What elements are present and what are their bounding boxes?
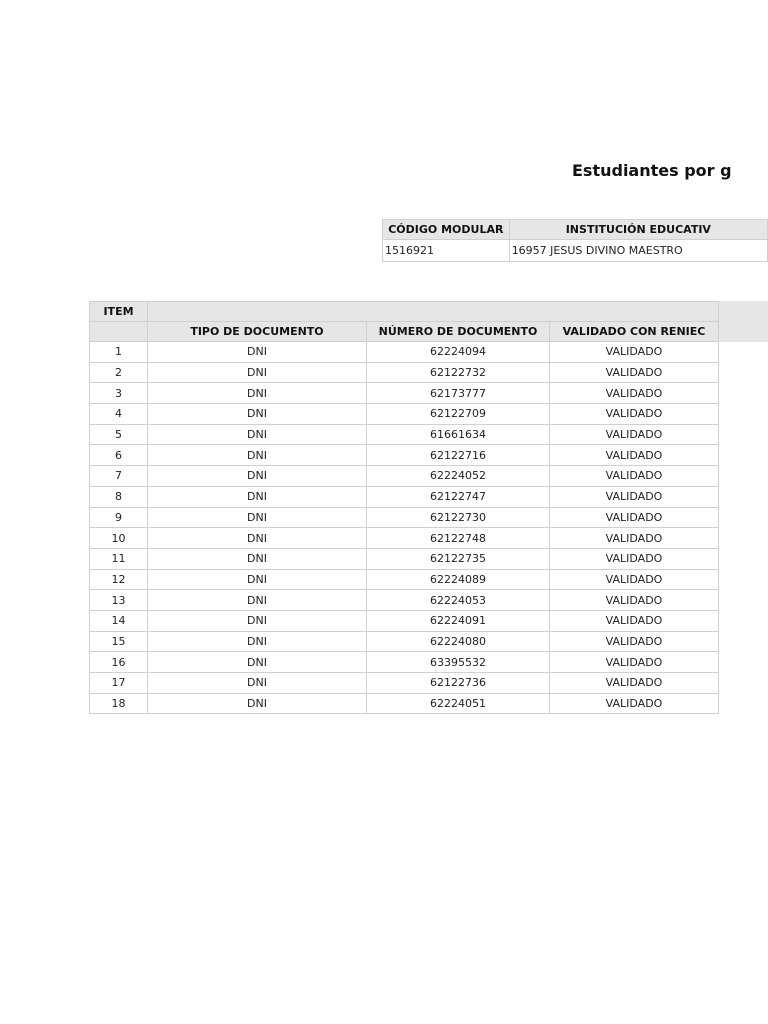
item-number: 5 (90, 424, 148, 445)
document-type: DNI (148, 342, 367, 363)
reniec-status: VALIDADO (550, 342, 719, 363)
reniec-status: VALIDADO (550, 610, 719, 631)
document-type: DNI (148, 548, 367, 569)
item-number: 10 (90, 528, 148, 549)
reniec-validation-header: VALIDADO CON RENIEC (550, 322, 719, 342)
document-number: 62122730 (367, 507, 550, 528)
table-row (90, 383, 719, 404)
table-row (90, 466, 719, 487)
item-number: 14 (90, 610, 148, 631)
students-table (89, 301, 719, 714)
item-header-spacer (90, 322, 148, 342)
reniec-status: VALIDADO (550, 486, 719, 507)
reniec-status: VALIDADO (550, 673, 719, 694)
item-number: 9 (90, 507, 148, 528)
document-type: DNI (148, 693, 367, 714)
document-number: 62122748 (367, 528, 550, 549)
document-type: DNI (148, 362, 367, 383)
reniec-status: VALIDADO (550, 590, 719, 611)
table-row (90, 528, 719, 549)
reniec-status: VALIDADO (550, 652, 719, 673)
item-header: ITEM (90, 302, 148, 322)
document-number: 62224094 (367, 342, 550, 363)
reniec-status: VALIDADO (550, 507, 719, 528)
table-row (90, 673, 719, 694)
document-type: DNI (148, 466, 367, 487)
reniec-status: VALIDADO (550, 445, 719, 466)
item-number: 8 (90, 486, 148, 507)
modular-code-header: CÓDIGO MODULAR (383, 220, 510, 240)
document-type: DNI (148, 590, 367, 611)
document-number: 62224089 (367, 569, 550, 590)
document-number: 62122709 (367, 404, 550, 425)
item-number: 1 (90, 342, 148, 363)
document-type: DNI (148, 569, 367, 590)
table-row (90, 548, 719, 569)
table-row (90, 693, 719, 714)
table-row (90, 486, 719, 507)
institution-name-value: 16957 JESUS DIVINO MAESTRO (509, 240, 767, 262)
table-row (90, 631, 719, 652)
institution-header: INSTITUCIÓN EDUCATIV (509, 220, 767, 240)
document-number: 62224080 (367, 631, 550, 652)
institution-info-header-row (383, 220, 768, 240)
document-number: 62122732 (367, 362, 550, 383)
institution-info-table (382, 219, 768, 262)
document-type: DNI (148, 528, 367, 549)
institution-info-row (383, 240, 768, 262)
reniec-status: VALIDADO (550, 631, 719, 652)
header-band-edge (718, 301, 768, 342)
document-number: 61661634 (367, 424, 550, 445)
document-type: DNI (148, 507, 367, 528)
document-number: 62224051 (367, 693, 550, 714)
item-number: 15 (90, 631, 148, 652)
table-row (90, 590, 719, 611)
item-number: 18 (90, 693, 148, 714)
document-type: DNI (148, 404, 367, 425)
reniec-status: VALIDADO (550, 693, 719, 714)
reniec-status: VALIDADO (550, 528, 719, 549)
header-band (148, 302, 719, 322)
document-type: DNI (148, 610, 367, 631)
item-number: 11 (90, 548, 148, 569)
reniec-status: VALIDADO (550, 548, 719, 569)
document-type: DNI (148, 486, 367, 507)
reniec-status: VALIDADO (550, 569, 719, 590)
document-type: DNI (148, 445, 367, 466)
document-number: 62122716 (367, 445, 550, 466)
document-number: 62173777 (367, 383, 550, 404)
item-number: 13 (90, 590, 148, 611)
table-row (90, 507, 719, 528)
reniec-status: VALIDADO (550, 404, 719, 425)
document-number: 62224053 (367, 590, 550, 611)
document-type: DNI (148, 652, 367, 673)
item-number: 2 (90, 362, 148, 383)
item-number: 4 (90, 404, 148, 425)
institution-info (382, 219, 768, 263)
document-number-header: NÚMERO DE DOCUMENTO (367, 322, 550, 342)
document-number: 62224052 (367, 466, 550, 487)
page-title: Estudiantes por g (572, 161, 732, 180)
reniec-status: VALIDADO (550, 424, 719, 445)
item-number: 3 (90, 383, 148, 404)
table-row (90, 424, 719, 445)
reniec-status: VALIDADO (550, 362, 719, 383)
reniec-status: VALIDADO (550, 383, 719, 404)
table-row (90, 610, 719, 631)
table-row (90, 445, 719, 466)
item-number: 17 (90, 673, 148, 694)
item-number: 6 (90, 445, 148, 466)
table-row (90, 342, 719, 363)
document-number: 63395532 (367, 652, 550, 673)
document-type-header: TIPO DE DOCUMENTO (148, 322, 367, 342)
table-header-row-top (90, 302, 719, 322)
document-type: DNI (148, 424, 367, 445)
table-header-row (90, 322, 719, 342)
table-row (90, 362, 719, 383)
document-number: 62122747 (367, 486, 550, 507)
document-number: 62122735 (367, 548, 550, 569)
document-number: 62224091 (367, 610, 550, 631)
table-row (90, 652, 719, 673)
table-row (90, 569, 719, 590)
item-number: 12 (90, 569, 148, 590)
table-row (90, 404, 719, 425)
document-number: 62122736 (367, 673, 550, 694)
document-type: DNI (148, 383, 367, 404)
item-number: 7 (90, 466, 148, 487)
modular-code-value: 1516921 (383, 240, 510, 262)
reniec-status: VALIDADO (550, 466, 719, 487)
item-number: 16 (90, 652, 148, 673)
document-type: DNI (148, 673, 367, 694)
document-type: DNI (148, 631, 367, 652)
